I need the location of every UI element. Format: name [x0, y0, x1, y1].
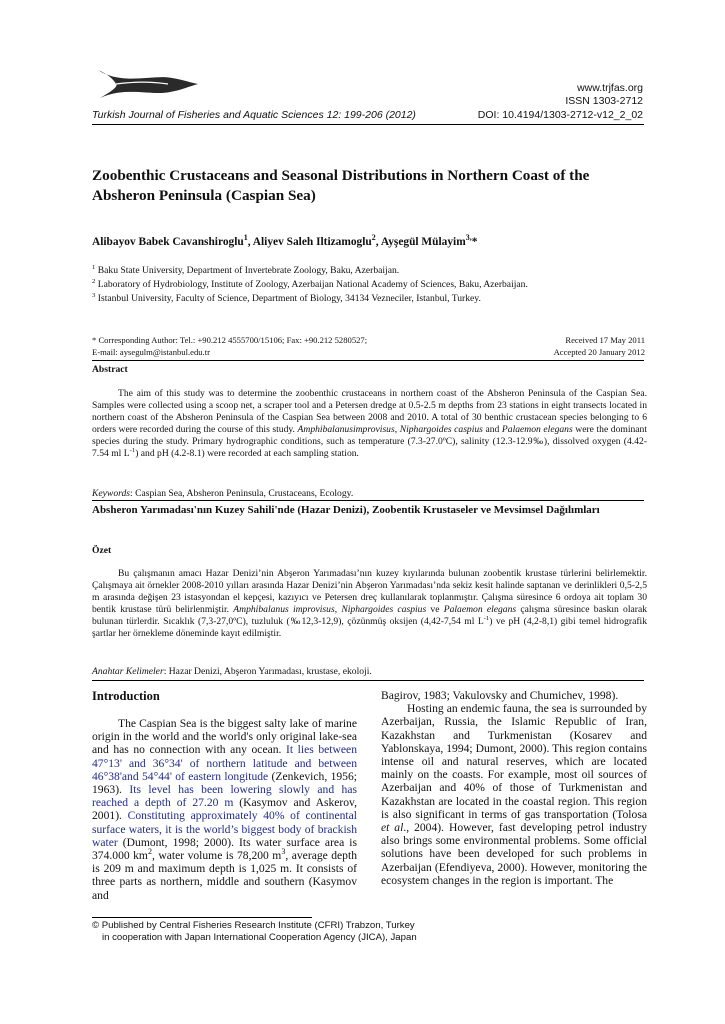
- accepted-date: Accepted 20 January 2012: [553, 347, 645, 357]
- author-sep: ,: [247, 236, 253, 248]
- author-name: Aliyev Saleh Iltizamoglu: [252, 236, 372, 248]
- abstract-heading: Abstract: [92, 364, 128, 375]
- anahtar-kelimeler: Anahtar Kelimeler: Hazar Denizi, Abşeron Yarımadası, krustase, ekoloji.: [92, 666, 372, 677]
- anahtar-label: Anahtar Kelimeler: [92, 666, 164, 677]
- turkish-title: Absheron Yarımadası'nın Kuzey Sahili'nde (Hazar Denizi), Zoobentik Krustaseler ve Mevsimsel Dağılımları: [92, 504, 600, 516]
- ozet-text: Bu çalışmanın amacı Hazar Denizi’nin Abşeron Yarımadası’nın kuzey kıyılarında bulunan zoobentik krustase türlerini belirlemektir. Çalışmaya ait örnekler 2008-2010 yılları arasında Hazar Denizi’nin Abşeron Yarımadası’nda sekiz kesit halinde saptanan ve derinlikleri 0,5-2,5 m arasında değişen 23 istasyondan el kepçesi, kazıyıcı ve Petersen dreç kullanılarak toplanmıştır. Çalışma süresince 6 ordoya ait toplam 30 bentik krustase türü belirlenmiştir. Amphibalanus improvisus, Niphargoides caspius ve Palaemon elegans çalışma süresince baskın olarak bulunan türlerdir. Sıcaklık (7,3-27,0ºC), tuzluluk (‰12,3-12,9), çözünmüş oksijen (4,42-7,54 ml $L^{-1}$) ve pH (4,2-8,1) gibi temel hidrografik şartlar her örnekleme döneminde kayıt edilmiştir.: [92, 568, 648, 640]
- highlighted-text: Constituting approximately 40% of continental surface waters, it is the world’s biggest body of brackish water: [92, 809, 357, 849]
- abstract-text: The aim of this study was to determine the zoobenthic crustaceans in northern coast of the Absheron Peninsula of the Caspian Sea. Samples were collected using a scoop net, a scraper tool and a Petersen dredge at 0.5-2.5 m depths from 23 stations in eight transects located in northern coast of the Absheron Peninsula of the Caspian Sea between 2008 and 2010. A total of 30 benthic crustacean species belonging to 6 orders were recorded during the course of this study. Amphibalanusimprovisus, Niphargoides caspius and Palaemon elegans were the dominant species during the study. Primary hydrographic conditions, such as temperature (7.3-27.0ºC), salinity (12.3-12.9‰), dissolved oxygen (4.42-7.54 ml $L^{-1}$) and pH (4.2-8.1) were recorded at each sampling station.: [92, 388, 648, 460]
- species-name: Niphargoides caspius: [341, 604, 427, 616]
- corresponding-contact: * Corresponding Author: Tel.: +90.212 4555700/15106; Fax: +90.212 5280527;: [92, 335, 368, 345]
- species-name: Niphargoides caspius: [399, 424, 483, 436]
- author-affil-sup: 2: [371, 233, 376, 243]
- footer-rule: [92, 917, 312, 918]
- introduction-heading: Introduction: [92, 689, 160, 703]
- author-affil-sup: 3,: [465, 233, 472, 243]
- author-affil-sup: 1: [243, 233, 248, 243]
- affiliation: $^3$ Istanbul University, Faculty of Science, Department of Biology, 34134 Vezneciler, Istanbul, Turkey.: [92, 291, 481, 304]
- species-name: Palaemon elegans: [501, 424, 573, 436]
- website-url[interactable]: www.trjfas.org: [577, 82, 643, 94]
- received-date: Received 17 May 2011: [565, 335, 645, 345]
- intro-right-column: Bagirov, 1983; Vakulovsky and Chumichev, 1998). Hosting an endemic fauna, the sea is surrounded by Azerbaijan, Russia, the Islamic Republic of Iran, Kazakhstan and Turkmenistan (Kosarev and Yablonskaya, 1994; Dumont, 2000). This region contains intense oil and natural reserves, which are located mainly on the coasts. For example, most oil sources of Azerbaijan and 40% of those of Turkmenistan and Kazakhstan are located in the coastal region. This region is also significant in terms of gas transportation (Tolosa et al., 2004). However, fast developing petrol industry also brings some environmental problems. Some official solutions have been developed for such problems in Azerbaijan (Efendiyeva, 2000). However, monitoring the ecosystem changes in the region is important. The: [381, 689, 647, 887]
- author-name: Alibayov Babek Cavanshiroglu: [92, 236, 244, 248]
- keywords-label: Keywords: [92, 488, 131, 499]
- issn: ISSN 1303-2712: [565, 95, 643, 107]
- publisher-note: © Published by Central Fisheries Research Institute (CFRI) Trabzon, Turkey: [92, 920, 415, 931]
- ozet-heading: Özet: [92, 545, 112, 556]
- species-name: Amphibalanusimprovisus: [297, 424, 395, 436]
- intro-left-column: The Caspian Sea is the biggest salty lake of marine origin in the world and the world's only original lake-sea and has no connection with any ocean. It lies between 47°13' and 36°34' of northern latitude and between 46°38'and 54°44' of eastern longitude (Zenkevich, 1956; 1963). Its level has been lowering slowly and has reached a depth of 27.20 m (Kasymov and Askerov, 2001). Constituting approximately 40% of continental surface waters, it is the world’s biggest body of brackish water (Dumont, 1998; 2000). Its water surface area is 374.000 $km^2$, water volume is 78,200 $m^3$, average depth is 209 m and maximum depth is 1,025 m. It consists of three parts as northern, middle and southern (Kasymov and: [92, 717, 357, 902]
- cooperation-note: in cooperation with Japan International Cooperation Agency (JICA), Japan: [102, 932, 417, 943]
- highlighted-text: It lies between 47°13' and 36°34' of northern latitude and between 46°38'and 54°44' of eastern longitude: [92, 743, 357, 783]
- journal-citation: Turkish Journal of Fisheries and Aquatic Sciences 12: 199-206 (2012): [92, 109, 416, 121]
- continued-text: Bagirov, 1983; Vakulovsky and Chumichev, 1998).: [381, 689, 619, 702]
- header-rule: [92, 124, 644, 125]
- corresponding-email[interactable]: E-mail: aysegulm@istanbul.edu.tr: [92, 347, 210, 357]
- affiliation: $^1$ Baku State University, Department of Invertebrate Zoology, Baku, Azerbaijan.: [92, 263, 400, 276]
- fish-logo-icon: [92, 64, 200, 104]
- keywords-rule: [92, 500, 644, 501]
- affiliation: $^2$ Laboratory of Hydrobiology, Institute of Zoology, Azerbaijan National Academy of Sciences, Baku, Azerbaijan.: [92, 277, 528, 290]
- author-sep: ,: [375, 236, 381, 248]
- abstract-rule: [92, 360, 644, 361]
- author-list: [92, 233, 647, 248]
- corresponding-star: *: [471, 236, 478, 248]
- doi[interactable]: DOI: 10.4194/1303-2712-v12_2_02: [477, 109, 643, 121]
- paper-title: Zoobenthic Crustaceans and Seasonal Distributions in Northern Coast of the Absheron Peninsula (Caspian Sea): [92, 167, 590, 204]
- author-name: Ayşegül Mülayim: [380, 236, 466, 248]
- keywords: Keywords: Caspian Sea, Absheron Peninsula, Crustaceans, Ecology.: [92, 488, 354, 499]
- section-rule: [92, 680, 644, 681]
- species-name: Palaemon elegans: [443, 604, 517, 616]
- species-name: Amphibalanus improvisus: [233, 604, 335, 616]
- highlighted-text: Its level has been lowering slowly and has reached a depth of 27.20 m: [92, 783, 357, 810]
